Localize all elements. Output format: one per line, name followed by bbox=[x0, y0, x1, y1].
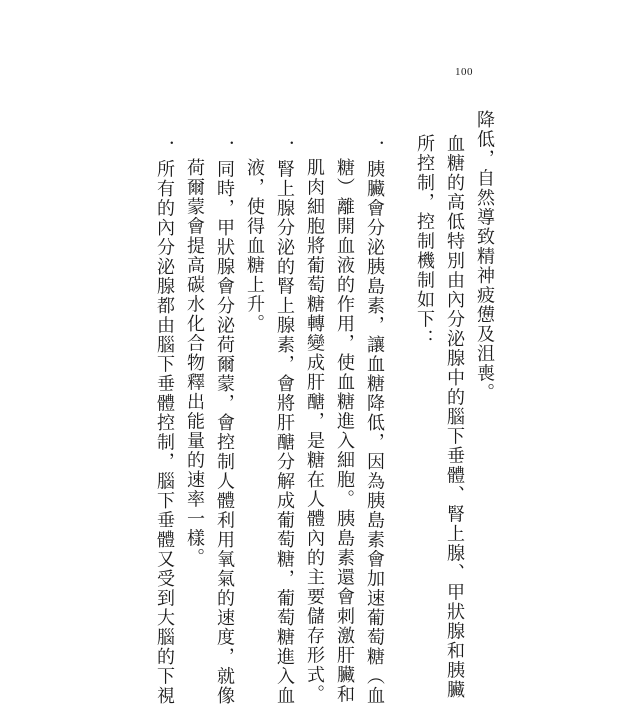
bullet-adrenal-line-2: 液，使得血糖上升。 bbox=[244, 158, 265, 334]
text-column-2: 血糖的高低特別由內分泌腺中的腦下垂體、腎上腺、甲狀腺和胰臟 bbox=[444, 134, 465, 700]
text-column-1: 降低，自然導致精神疲憊及沮喪。 bbox=[474, 110, 495, 403]
bullet-adrenal-line-1: ．腎上腺分泌的腎上腺素，會將肝醣分解成葡萄糖，葡萄糖進入血 bbox=[274, 140, 295, 706]
bullet-pancreas-line-1: ．胰臟會分泌胰島素，讓血糖降低，因為胰島素會加速葡萄糖（血 bbox=[364, 140, 385, 706]
bullet-pancreas-line-2: 糖）離開血液的作用，使血糖進入細胞。胰島素還會刺激肝臟和 bbox=[334, 158, 355, 704]
bullet-thyroid-line-2: 荷爾蒙會提高碳水化合物釋出能量的速率一樣。 bbox=[184, 158, 205, 568]
page-number: 100 bbox=[455, 66, 473, 78]
text-column-3: 所控制，控制機制如下： bbox=[414, 134, 435, 349]
bullet-pituitary-line-1: ．所有的內分泌腺都由腦下垂體控制，腦下垂體又受到大腦的下視 bbox=[154, 140, 175, 706]
bullet-pancreas-line-3: 肌肉細胞將葡萄糖轉變成肝醣，是糖在人體內的主要儲存形式。 bbox=[304, 158, 325, 704]
bullet-thyroid-line-1: ．同時，甲狀腺會分泌荷爾蒙，會控制人體利用氧氣的速度，就像 bbox=[214, 140, 235, 706]
